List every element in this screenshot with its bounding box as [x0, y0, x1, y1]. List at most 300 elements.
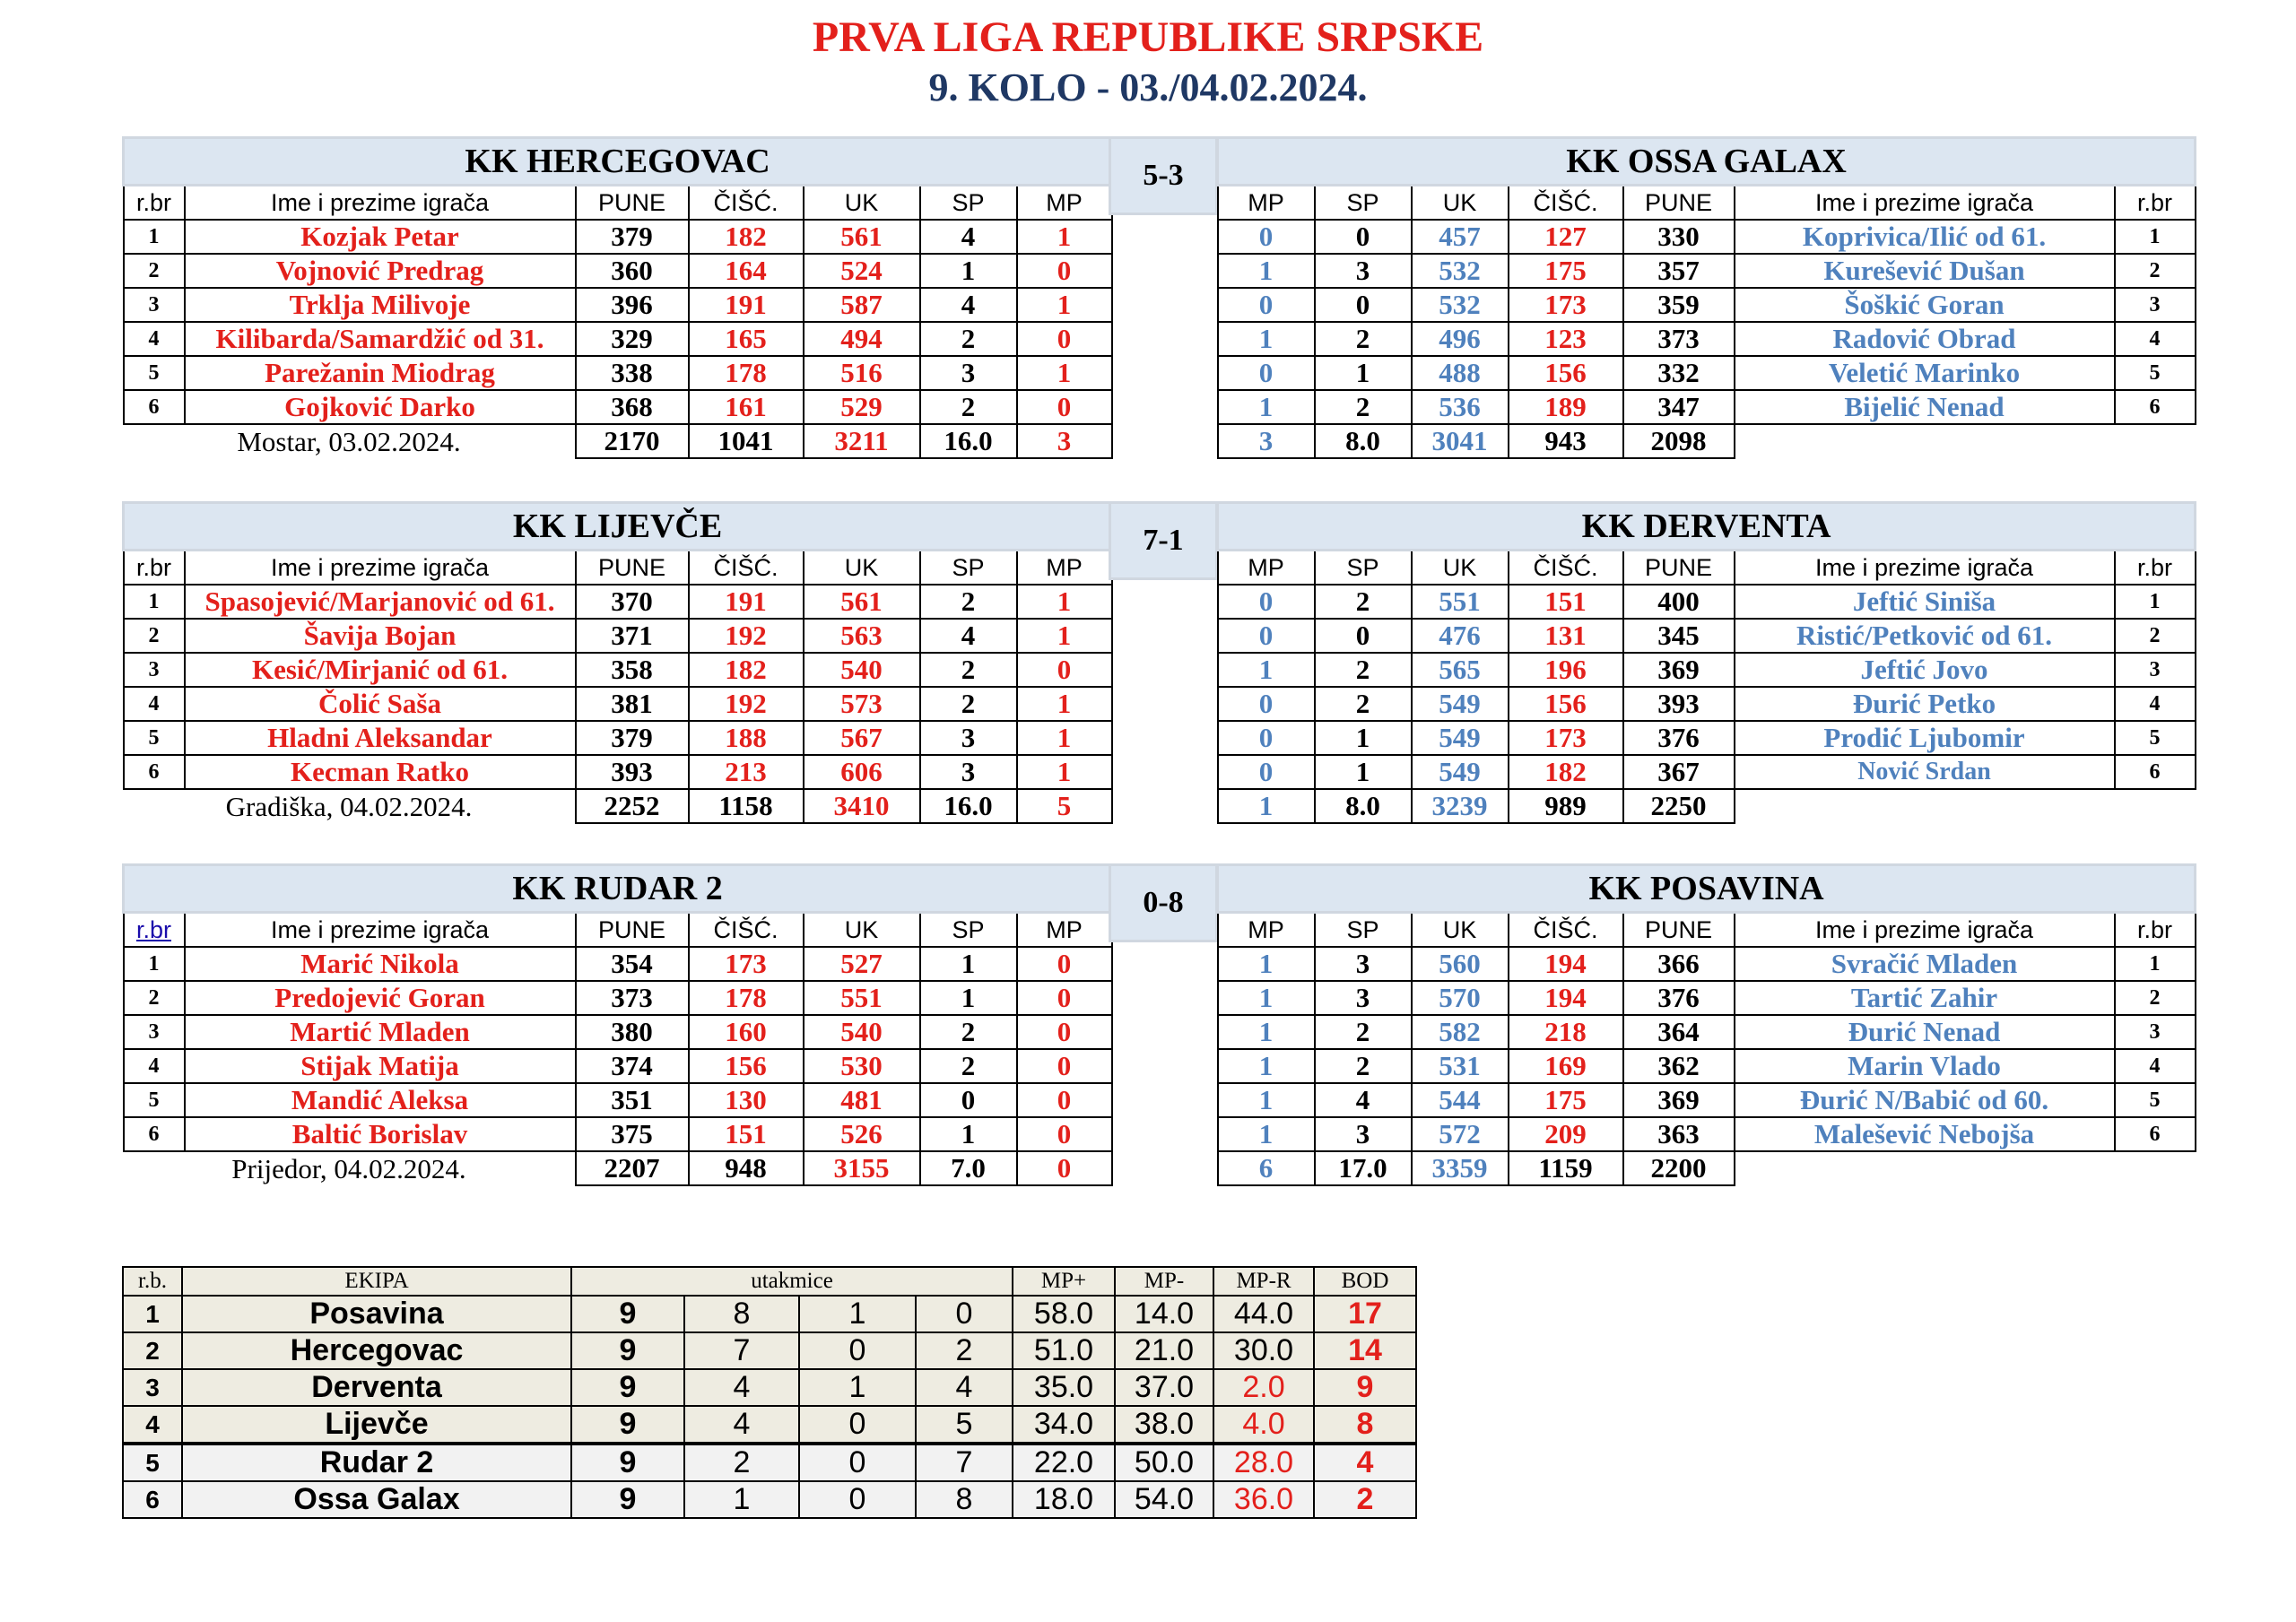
player-mp: 1: [1218, 653, 1315, 687]
player-name: Ristić/Petković od 61.: [1735, 619, 2115, 653]
player-mp: 0: [1218, 687, 1315, 721]
away-player-row: [1218, 687, 2196, 721]
total-uk: 3041: [1412, 424, 1509, 458]
player-cisc: 164: [689, 254, 804, 288]
player-sp: 3: [920, 356, 1017, 390]
player-cisc: 218: [1509, 1015, 1623, 1049]
home-team-table: [122, 136, 1113, 459]
player-rank: 2: [2115, 981, 2196, 1015]
total-sp: 7.0: [920, 1151, 1017, 1185]
standings-header-matches: utakmice: [571, 1267, 1013, 1296]
away-player-row: [1218, 1049, 2196, 1083]
match-score: 7-1: [1109, 501, 1218, 580]
player-cisc: 130: [689, 1083, 804, 1117]
player-cisc: 191: [689, 585, 804, 619]
away-team-name: KK POSAVINA: [1218, 865, 2196, 913]
player-sp: 2: [920, 1049, 1017, 1083]
player-rank: 1: [124, 220, 185, 254]
standings-points: 9: [1314, 1369, 1416, 1406]
player-sp: 3: [1315, 947, 1412, 981]
player-mp: 0: [1017, 390, 1112, 424]
standings-team: Rudar 2: [182, 1444, 571, 1481]
player-name: Spasojević/Marjanović od 61.: [185, 585, 576, 619]
player-pune: 375: [576, 1117, 689, 1151]
player-sp: 4: [920, 619, 1017, 653]
player-pune: 354: [576, 947, 689, 981]
home-team-header: [124, 503, 1112, 551]
player-name: Predojević Goran: [185, 981, 576, 1015]
away-col-header: Ime i prezime igrača: [1735, 186, 2115, 221]
player-mp: 1: [1218, 390, 1315, 424]
standings-table: [122, 1266, 1417, 1519]
player-uk: 494: [804, 322, 920, 356]
player-sp: 2: [1315, 687, 1412, 721]
away-player-row: [1218, 220, 2196, 254]
player-pune: 371: [576, 619, 689, 653]
home-col-header: UK: [804, 551, 920, 585]
standings-points: 14: [1314, 1332, 1416, 1369]
player-uk: 488: [1412, 356, 1509, 390]
total-sp: 8.0: [1315, 789, 1412, 823]
home-col-header: SP: [920, 186, 1017, 221]
away-col-header: MP: [1218, 913, 1315, 948]
total-uk: 3410: [804, 789, 920, 823]
total-sp: 17.0: [1315, 1151, 1412, 1185]
player-rank: 5: [124, 721, 185, 755]
away-team-header: [1218, 503, 2196, 551]
player-mp: 0: [1017, 1015, 1112, 1049]
home-player-row: [124, 947, 1112, 981]
standings-header-team: EKIPA: [182, 1267, 571, 1296]
player-uk: 560: [1412, 947, 1509, 981]
home-player-row: [124, 1015, 1112, 1049]
standings-mp-diff: 44.0: [1213, 1296, 1314, 1332]
player-cisc: 151: [1509, 585, 1623, 619]
player-pune: 374: [576, 1049, 689, 1083]
player-cisc: 173: [1509, 721, 1623, 755]
player-uk: 526: [804, 1117, 920, 1151]
player-cisc: 194: [1509, 981, 1623, 1015]
player-uk: 582: [1412, 1015, 1509, 1049]
player-cisc: 173: [1509, 288, 1623, 322]
standings-played: 9: [571, 1332, 684, 1369]
player-pune: 345: [1623, 619, 1735, 653]
standings-row: [123, 1481, 1416, 1518]
total-cisc: 943: [1509, 424, 1623, 458]
home-col-header: SP: [920, 913, 1017, 948]
player-name: Trklja Milivoje: [185, 288, 576, 322]
player-pune: 379: [576, 220, 689, 254]
player-name: Prodić Ljubomir: [1735, 721, 2115, 755]
player-cisc: 194: [1509, 947, 1623, 981]
standings-header-rb: r.b.: [123, 1267, 182, 1296]
player-sp: 3: [920, 721, 1017, 755]
standings-lost: 7: [916, 1444, 1013, 1481]
away-player-row: [1218, 981, 2196, 1015]
player-cisc: 182: [689, 220, 804, 254]
standings-rank: 6: [123, 1481, 182, 1518]
away-team-header: [1218, 138, 2196, 186]
away-col-header: PUNE: [1623, 913, 1735, 948]
player-mp: 1: [1017, 585, 1112, 619]
total-mp: 3: [1017, 424, 1112, 458]
standings-mp-plus: 22.0: [1013, 1444, 1115, 1481]
home-col-header: MP: [1017, 913, 1112, 948]
home-col-header: r.br: [124, 551, 185, 585]
player-sp: 1: [1315, 721, 1412, 755]
player-mp: 0: [1017, 1083, 1112, 1117]
player-sp: 2: [920, 1015, 1017, 1049]
player-sp: 2: [920, 653, 1017, 687]
player-sp: 1: [920, 254, 1017, 288]
home-col-header: SP: [920, 551, 1017, 585]
player-mp: 1: [1218, 1117, 1315, 1151]
player-pune: 373: [1623, 322, 1735, 356]
player-pune: 376: [1623, 981, 1735, 1015]
standings-drawn: 0: [799, 1406, 916, 1444]
total-cisc: 948: [689, 1151, 804, 1185]
standings-mp-plus: 51.0: [1013, 1332, 1115, 1369]
total-pune: 2200: [1623, 1151, 1735, 1185]
total-uk: 3211: [804, 424, 920, 458]
player-sp: 2: [1315, 585, 1412, 619]
player-pune: 329: [576, 322, 689, 356]
player-sp: 3: [920, 755, 1017, 789]
standings-mp-plus: 18.0: [1013, 1481, 1115, 1518]
standings-lost: 2: [916, 1332, 1013, 1369]
away-team-table: [1216, 501, 2196, 824]
player-rank: 4: [124, 1049, 185, 1083]
player-sp: 1: [1315, 755, 1412, 789]
standings-lost: 8: [916, 1481, 1013, 1518]
player-rank: 4: [2115, 687, 2196, 721]
standings-drawn: 1: [799, 1369, 916, 1406]
away-player-row: [1218, 585, 2196, 619]
match-score: 5-3: [1109, 136, 1218, 215]
standings-points: 2: [1314, 1481, 1416, 1518]
standings-mp-minus: 37.0: [1115, 1369, 1213, 1406]
standings-played: 9: [571, 1481, 684, 1518]
player-name: Gojković Darko: [185, 390, 576, 424]
player-pune: 376: [1623, 721, 1735, 755]
total-mp: 3: [1218, 424, 1315, 458]
standings-header-mpr: MP-R: [1213, 1267, 1314, 1296]
standings-drawn: 1: [799, 1296, 916, 1332]
empty-cell: [1735, 1151, 2115, 1185]
player-uk: 570: [1412, 981, 1509, 1015]
player-cisc: 165: [689, 322, 804, 356]
player-cisc: 156: [1509, 356, 1623, 390]
standings-won: 7: [684, 1332, 799, 1369]
player-pune: 367: [1623, 755, 1735, 789]
player-mp: 1: [1017, 220, 1112, 254]
player-pune: 360: [576, 254, 689, 288]
player-rank: 6: [124, 755, 185, 789]
home-player-row: [124, 1049, 1112, 1083]
home-col-header: Ime i prezime igrača: [185, 186, 576, 221]
standings-won: 4: [684, 1369, 799, 1406]
player-name: Kesić/Mirjanić od 61.: [185, 653, 576, 687]
player-pune: 347: [1623, 390, 1735, 424]
place-date: Prijedor, 04.02.2024.: [231, 1152, 466, 1184]
away-col-header: SP: [1315, 913, 1412, 948]
away-player-row: [1218, 653, 2196, 687]
standings-mp-plus: 34.0: [1013, 1406, 1115, 1444]
standings-drawn: 0: [799, 1332, 916, 1369]
player-mp: 1: [1218, 254, 1315, 288]
home-col-header: Ime i prezime igrača: [185, 913, 576, 948]
player-cisc: 156: [1509, 687, 1623, 721]
player-rank: 4: [124, 322, 185, 356]
away-col-header: ČIŠĆ.: [1509, 186, 1623, 221]
player-mp: 0: [1218, 288, 1315, 322]
away-player-row: [1218, 1015, 2196, 1049]
away-column-headers: [1218, 913, 2196, 948]
home-col-header: UK: [804, 186, 920, 221]
player-name: Svračić Mladen: [1735, 947, 2115, 981]
player-pune: 362: [1623, 1049, 1735, 1083]
player-cisc: 188: [689, 721, 804, 755]
home-col-header: UK: [804, 913, 920, 948]
standings-mp-diff: 36.0: [1213, 1481, 1314, 1518]
player-name: Kilibarda/Samardžić od 31.: [185, 322, 576, 356]
home-team-header: [124, 865, 1112, 913]
player-rank: 6: [2115, 1117, 2196, 1151]
player-name: Stijak Matija: [185, 1049, 576, 1083]
player-uk: 536: [1412, 390, 1509, 424]
player-uk: 551: [1412, 585, 1509, 619]
home-col-header: PUNE: [576, 551, 689, 585]
player-pune: 351: [576, 1083, 689, 1117]
player-mp: 0: [1017, 981, 1112, 1015]
player-sp: 1: [920, 1117, 1017, 1151]
standings-mp-diff: 28.0: [1213, 1444, 1314, 1481]
standings-lost: 5: [916, 1406, 1013, 1444]
away-column-headers: [1218, 186, 2196, 221]
player-pune: 358: [576, 653, 689, 687]
home-player-row: [124, 1117, 1112, 1151]
home-team-table: [122, 501, 1113, 824]
away-col-header: PUNE: [1623, 551, 1735, 585]
away-col-header: UK: [1412, 186, 1509, 221]
player-name: Martić Mladen: [185, 1015, 576, 1049]
place-date: Mostar, 03.02.2024.: [237, 425, 461, 457]
player-sp: 4: [920, 288, 1017, 322]
standings-points: 17: [1314, 1296, 1416, 1332]
standings-mp-minus: 38.0: [1115, 1406, 1213, 1444]
home-player-row: [124, 356, 1112, 390]
player-rank: 5: [124, 356, 185, 390]
player-mp: 1: [1017, 687, 1112, 721]
away-col-header: UK: [1412, 913, 1509, 948]
home-player-row: [124, 653, 1112, 687]
player-cisc: 131: [1509, 619, 1623, 653]
total-pune: 2207: [576, 1151, 689, 1185]
player-cisc: 123: [1509, 322, 1623, 356]
player-cisc: 178: [689, 981, 804, 1015]
player-mp: 1: [1017, 721, 1112, 755]
player-rank: 4: [2115, 1049, 2196, 1083]
home-col-header: PUNE: [576, 913, 689, 948]
player-rank: 2: [124, 981, 185, 1015]
player-name: Parežanin Miodrag: [185, 356, 576, 390]
player-mp: 1: [1017, 755, 1112, 789]
home-column-headers: [124, 551, 1112, 585]
player-name: Šoškić Goran: [1735, 288, 2115, 322]
standings-team: Posavina: [182, 1296, 571, 1332]
away-player-row: [1218, 254, 2196, 288]
standings-mp-minus: 14.0: [1115, 1296, 1213, 1332]
player-cisc: 178: [689, 356, 804, 390]
player-cisc: 192: [689, 619, 804, 653]
standings-rank: 1: [123, 1296, 182, 1332]
home-team-name: KK RUDAR 2: [124, 865, 1112, 913]
home-player-row: [124, 687, 1112, 721]
player-uk: 544: [1412, 1083, 1509, 1117]
player-pune: 369: [1623, 1083, 1735, 1117]
player-uk: 540: [804, 1015, 920, 1049]
player-sp: 4: [920, 220, 1017, 254]
player-sp: 0: [1315, 288, 1412, 322]
player-name: Vojnović Predrag: [185, 254, 576, 288]
player-mp: 1: [1017, 619, 1112, 653]
player-uk: 549: [1412, 755, 1509, 789]
player-rank: 3: [124, 1015, 185, 1049]
player-name: Bijelić Nenad: [1735, 390, 2115, 424]
player-name: Čolić Saša: [185, 687, 576, 721]
away-player-row: [1218, 288, 2196, 322]
player-uk: 561: [804, 220, 920, 254]
away-col-header: SP: [1315, 551, 1412, 585]
player-sp: 2: [920, 390, 1017, 424]
player-uk: 524: [804, 254, 920, 288]
total-uk: 3359: [1412, 1151, 1509, 1185]
player-pune: 338: [576, 356, 689, 390]
away-col-header: PUNE: [1623, 186, 1735, 221]
player-sp: 2: [1315, 1015, 1412, 1049]
away-col-header: ČIŠĆ.: [1509, 913, 1623, 948]
home-player-row: [124, 585, 1112, 619]
total-mp: 6: [1218, 1151, 1315, 1185]
standings-lost: 0: [916, 1296, 1013, 1332]
player-cisc: 196: [1509, 653, 1623, 687]
player-cisc: 160: [689, 1015, 804, 1049]
away-player-row: [1218, 619, 2196, 653]
player-mp: 0: [1218, 755, 1315, 789]
home-total-row: [124, 1151, 1112, 1185]
player-rank: 1: [2115, 947, 2196, 981]
player-sp: 2: [1315, 1049, 1412, 1083]
player-mp: 1: [1218, 1015, 1315, 1049]
away-col-header: r.br: [2115, 186, 2196, 221]
player-rank: 6: [2115, 755, 2196, 789]
player-uk: 476: [1412, 619, 1509, 653]
standings-rank: 3: [123, 1369, 182, 1406]
player-pune: 400: [1623, 585, 1735, 619]
rbr-link[interactable]: r.br: [124, 913, 185, 948]
total-mp: 1: [1218, 789, 1315, 823]
player-rank: 3: [124, 653, 185, 687]
total-pune: 2098: [1623, 424, 1735, 458]
player-pune: 363: [1623, 1117, 1735, 1151]
player-uk: 549: [1412, 721, 1509, 755]
player-cisc: 182: [1509, 755, 1623, 789]
player-rank: 5: [2115, 356, 2196, 390]
standings-mp-diff: 4.0: [1213, 1406, 1314, 1444]
player-rank: 5: [2115, 1083, 2196, 1117]
player-pune: 368: [576, 390, 689, 424]
player-uk: 573: [804, 687, 920, 721]
player-sp: 2: [920, 585, 1017, 619]
player-cisc: 209: [1509, 1117, 1623, 1151]
player-pune: 359: [1623, 288, 1735, 322]
standings-header-mpminus: MP-: [1115, 1267, 1213, 1296]
player-pune: 332: [1623, 356, 1735, 390]
empty-cell: [1735, 789, 2115, 823]
player-sp: 0: [1315, 220, 1412, 254]
player-sp: 0: [1315, 619, 1412, 653]
player-uk: 532: [1412, 254, 1509, 288]
player-mp: 1: [1017, 356, 1112, 390]
home-col-header: PUNE: [576, 186, 689, 221]
away-player-row: [1218, 755, 2196, 789]
player-mp: 0: [1017, 254, 1112, 288]
away-col-header: Ime i prezime igrača: [1735, 551, 2115, 585]
player-rank: 1: [2115, 220, 2196, 254]
standings-played: 9: [571, 1444, 684, 1481]
player-uk: 540: [804, 653, 920, 687]
home-team-name: KK LIJEVČE: [124, 503, 1112, 551]
home-col-header: MP: [1017, 186, 1112, 221]
player-name: Mandić Aleksa: [185, 1083, 576, 1117]
player-mp: 0: [1017, 1117, 1112, 1151]
home-player-row: [124, 254, 1112, 288]
standings-won: 2: [684, 1444, 799, 1481]
total-pune: 2250: [1623, 789, 1735, 823]
player-rank: 3: [2115, 1015, 2196, 1049]
away-col-header: r.br: [2115, 551, 2196, 585]
player-rank: 6: [124, 1117, 185, 1151]
standings-won: 8: [684, 1296, 799, 1332]
player-sp: 1: [920, 947, 1017, 981]
player-name: Hladni Aleksandar: [185, 721, 576, 755]
away-col-header: UK: [1412, 551, 1509, 585]
player-pune: 381: [576, 687, 689, 721]
player-pune: 393: [1623, 687, 1735, 721]
standings-header-mpplus: MP+: [1013, 1267, 1115, 1296]
standings-points: 4: [1314, 1444, 1416, 1481]
home-col-header: ČIŠĆ.: [689, 551, 804, 585]
player-uk: 531: [1412, 1049, 1509, 1083]
empty-cell: [2115, 424, 2196, 458]
standings-row: [123, 1369, 1416, 1406]
standings-points: 8: [1314, 1406, 1416, 1444]
player-sp: 2: [1315, 390, 1412, 424]
standings-played: 9: [571, 1296, 684, 1332]
standings-mp-diff: 30.0: [1213, 1332, 1314, 1369]
player-mp: 1: [1218, 981, 1315, 1015]
away-player-row: [1218, 322, 2196, 356]
standings-played: 9: [571, 1406, 684, 1444]
player-name: Šavija Bojan: [185, 619, 576, 653]
away-column-headers: [1218, 551, 2196, 585]
total-sp: 16.0: [920, 424, 1017, 458]
total-cisc: 989: [1509, 789, 1623, 823]
player-name: Veletić Marinko: [1735, 356, 2115, 390]
player-rank: 1: [2115, 585, 2196, 619]
standings-row: [123, 1444, 1416, 1481]
player-pune: 330: [1623, 220, 1735, 254]
